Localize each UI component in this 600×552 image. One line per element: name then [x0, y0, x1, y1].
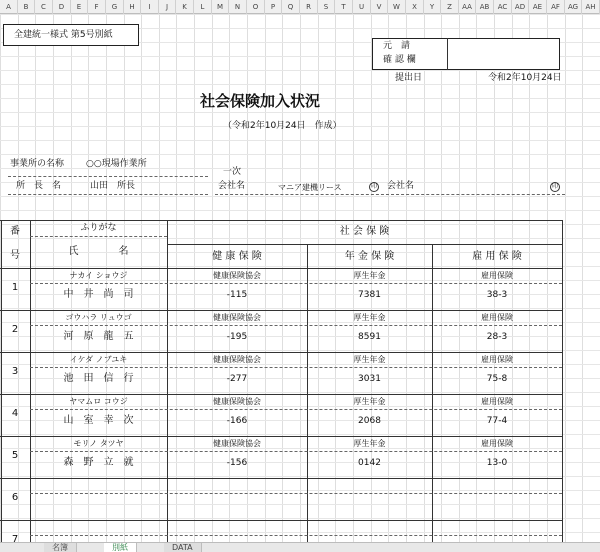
column-header-cell[interactable]: B [18, 0, 35, 14]
grid-line-horizontal [0, 196, 600, 197]
row-number: 2 [11, 324, 19, 335]
column-header-cell[interactable]: U [353, 0, 371, 14]
approval-divider [447, 38, 448, 70]
worksheet[interactable] [0, 14, 600, 542]
row-kana[interactable]: ゴウハラ リュウゴ [65, 313, 132, 322]
table-line [0, 352, 562, 353]
row-health-type[interactable]: 健康保険協会 [213, 271, 261, 280]
seal-mark-1: 印 [370, 183, 377, 190]
table-dashed-line [30, 283, 562, 284]
primary-label-2: 会社名 [218, 181, 246, 191]
grid-line-horizontal [0, 476, 600, 477]
column-header-cell[interactable]: E [71, 0, 88, 14]
grid-line-horizontal [0, 490, 600, 491]
column-header-cell[interactable]: S [318, 0, 335, 14]
column-header-cell[interactable]: D [53, 0, 71, 14]
row-employment-no[interactable]: 77-4 [486, 416, 508, 426]
header-social: 社 会 保 険 [339, 226, 390, 237]
grid-line-horizontal [0, 518, 600, 519]
page-title: 社会保険加入状況 [200, 92, 321, 110]
header-no-2: 号 [10, 250, 20, 261]
row-employment-no[interactable]: 75-8 [486, 374, 508, 384]
column-header-cell[interactable]: N [229, 0, 247, 14]
row-health-type[interactable]: 健康保険協会 [213, 397, 261, 406]
header-kana: ふりがな [80, 223, 117, 233]
row-pension-no[interactable]: 3031 [358, 374, 381, 384]
row-employment-no[interactable]: 38-3 [486, 290, 508, 300]
column-header-bar [0, 0, 600, 14]
row-name[interactable]: 森 野 立 就 [63, 457, 134, 468]
grid-line-horizontal [0, 308, 600, 309]
column-header-cell[interactable]: AH [582, 0, 600, 14]
table-dashed-line [30, 367, 562, 368]
table-line [0, 520, 562, 521]
director-value[interactable]: 山田 所長 [90, 181, 136, 191]
row-pension-no[interactable]: 8591 [358, 332, 381, 342]
column-header-cell[interactable]: AF [547, 0, 565, 14]
row-name[interactable]: 河 原 龍 五 [63, 331, 134, 342]
column-header-cell[interactable]: T [335, 0, 353, 14]
column-header-cell[interactable]: Y [424, 0, 441, 14]
sheet-tab[interactable]: DATA [164, 543, 202, 552]
row-number: 3 [11, 366, 19, 377]
grid-line-horizontal [0, 350, 600, 351]
column-header-cell[interactable]: A [0, 0, 18, 14]
row-pension-type[interactable]: 厚生年金 [353, 439, 386, 448]
row-number: 6 [11, 492, 19, 503]
row-health-type[interactable]: 健康保険協会 [213, 313, 261, 322]
row-pension-no[interactable]: 7381 [358, 290, 381, 300]
column-header-cell[interactable]: W [388, 0, 406, 14]
table-line [562, 220, 563, 542]
office-underline [8, 176, 208, 177]
company-underline [215, 194, 565, 195]
table-dashed-line [30, 409, 562, 410]
row-pension-type[interactable]: 厚生年金 [353, 313, 386, 322]
header-health: 健 康 保 険 [212, 251, 262, 262]
grid-line-horizontal [0, 210, 600, 211]
table-dashed-line [30, 236, 167, 237]
sheet-tab[interactable]: 別紙 [104, 543, 137, 552]
row-pension-no[interactable]: 2068 [358, 416, 381, 426]
form-label: 全建統一様式 第5号別紙 [14, 30, 113, 40]
row-health-no[interactable]: -166 [226, 416, 248, 426]
director-label: 所 長 名 [16, 181, 62, 191]
table-line [0, 220, 562, 221]
primary-label-1: 一次 [223, 167, 242, 177]
approval-label-1: 元 請 [383, 41, 411, 51]
grid-line-horizontal [0, 392, 600, 393]
row-health-no[interactable]: -115 [226, 290, 248, 300]
column-header-cell[interactable]: AB [476, 0, 494, 14]
row-number: 4 [11, 408, 19, 419]
row-health-no[interactable]: -156 [226, 458, 248, 468]
grid-line-horizontal [0, 532, 600, 533]
table-dashed-line [30, 535, 562, 536]
header-name: 氏 名 [68, 246, 129, 257]
column-header-cell[interactable]: X [406, 0, 424, 14]
column-header-cell[interactable]: H [124, 0, 141, 14]
grid-line-horizontal [0, 84, 600, 85]
column-header-cell[interactable]: O [247, 0, 265, 14]
column-header-cell[interactable]: Z [441, 0, 459, 14]
row-employment-type[interactable]: 雇用保険 [481, 271, 513, 280]
header-pension: 年 金 保 険 [344, 251, 395, 262]
row-name[interactable]: 池 田 信 行 [63, 373, 134, 384]
director-underline [8, 194, 208, 195]
primary-company[interactable]: マニア建機リース [278, 183, 342, 192]
column-header-cell[interactable]: V [371, 0, 388, 14]
row-health-no[interactable]: -277 [226, 374, 248, 384]
column-header-cell[interactable]: G [106, 0, 124, 14]
column-header-cell[interactable]: L [194, 0, 212, 14]
table-line [0, 310, 562, 311]
grid-line-horizontal [0, 70, 600, 71]
column-header-cell[interactable]: F [88, 0, 106, 14]
row-health-type[interactable]: 健康保険協会 [213, 439, 261, 448]
grid-line-horizontal [0, 14, 600, 15]
seal-mark-2: 印 [551, 183, 558, 190]
submit-date[interactable]: 令和2年10月24日 [488, 73, 562, 83]
submit-label: 提出日 [395, 73, 423, 83]
row-employment-type[interactable]: 雇用保険 [481, 313, 513, 322]
column-header-cell[interactable]: R [300, 0, 318, 14]
office-name-value[interactable]: ○○現場作業所 [86, 159, 147, 169]
page-subtitle: （令和2年10月24日 作成） [223, 121, 342, 131]
column-header-cell[interactable]: I [141, 0, 159, 14]
grid-line-horizontal [0, 238, 600, 239]
column-header-cell[interactable]: Q [282, 0, 300, 14]
row-health-type[interactable]: 健康保険協会 [213, 355, 261, 364]
table-dashed-line [30, 451, 562, 452]
grid-line-horizontal [0, 140, 600, 141]
row-name[interactable]: 山 室 幸 次 [63, 415, 134, 426]
grid-line-horizontal [0, 504, 600, 505]
office-name-label: 事業所の名称 [10, 159, 65, 169]
row-kana[interactable]: イケダ ノブユキ [69, 355, 128, 364]
column-header-cell[interactable]: P [265, 0, 282, 14]
header-employment: 雇 用 保 険 [472, 251, 522, 262]
column-header-cell[interactable]: M [212, 0, 229, 14]
row-kana[interactable]: ヤマムロ コウジ [69, 397, 128, 406]
row-health-no[interactable]: -195 [226, 332, 248, 342]
grid-line-horizontal [0, 266, 600, 267]
grid-line-horizontal [0, 434, 600, 435]
row-pension-type[interactable]: 厚生年金 [353, 271, 386, 280]
column-header-cell[interactable]: K [176, 0, 194, 14]
row-number: 7 [11, 534, 19, 542]
row-number: 1 [11, 282, 19, 293]
row-employment-no[interactable]: 13-0 [486, 458, 508, 468]
table-dashed-line [30, 325, 562, 326]
sheet-tab[interactable]: 名簿 [44, 543, 77, 552]
column-header-cell[interactable]: J [159, 0, 176, 14]
table-dashed-line [30, 493, 562, 494]
row-pension-type[interactable]: 厚生年金 [353, 397, 386, 406]
row-kana[interactable]: モリノ タツヤ [73, 439, 124, 448]
row-employment-no[interactable]: 28-3 [486, 332, 508, 342]
row-kana[interactable]: ナカイ ショウジ [69, 271, 128, 280]
grid-line-horizontal [0, 112, 600, 113]
header-no-1: 番 [10, 226, 20, 237]
row-employment-type[interactable]: 雇用保険 [481, 397, 513, 406]
table-line [167, 244, 562, 245]
column-header-cell[interactable]: AD [512, 0, 529, 14]
row-pension-type[interactable]: 厚生年金 [353, 355, 386, 364]
table-line [0, 436, 562, 437]
column-header-cell[interactable]: AE [529, 0, 547, 14]
row-number: 5 [11, 450, 19, 461]
approval-label-2: 確 認 欄 [383, 55, 416, 65]
row-employment-type[interactable]: 雇用保険 [481, 439, 513, 448]
row-name[interactable]: 中 井 尚 司 [63, 289, 134, 300]
row-employment-type[interactable]: 雇用保険 [481, 355, 513, 364]
table-line [0, 394, 562, 395]
table-line [0, 268, 562, 269]
row-pension-no[interactable]: 0142 [358, 458, 381, 468]
column-header-cell[interactable]: AA [459, 0, 476, 14]
company-label: 会社名 [387, 181, 415, 191]
column-header-cell[interactable]: C [35, 0, 53, 14]
table-line [0, 478, 562, 479]
grid-line-horizontal [0, 154, 600, 155]
sheet-tab-bar [0, 542, 600, 552]
column-header-cell[interactable]: AG [565, 0, 582, 14]
column-header-cell[interactable]: AC [494, 0, 512, 14]
